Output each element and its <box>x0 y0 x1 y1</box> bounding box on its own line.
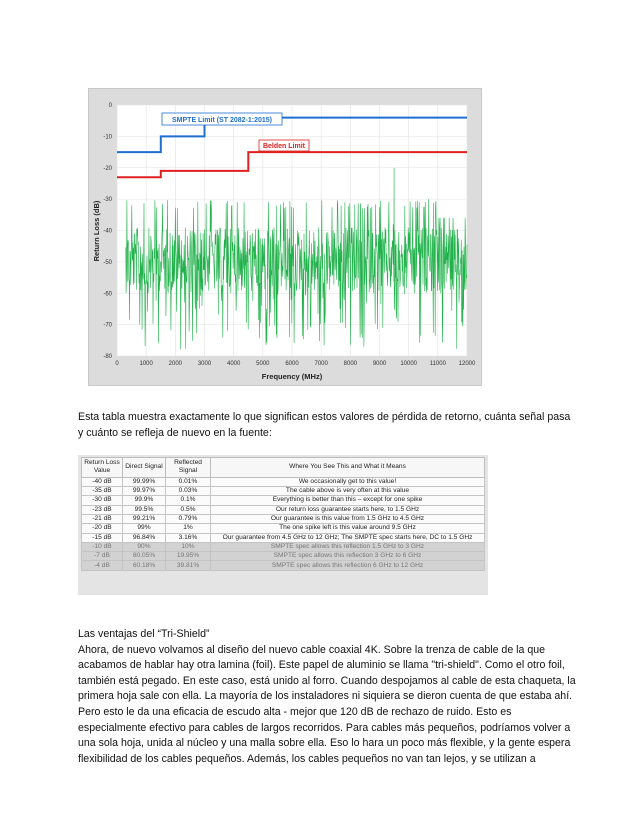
y-tick-label: -60 <box>103 291 112 298</box>
cell-meaning: SMPTE spec allows this reflection 1.5 GHz to 3 GHz <box>211 542 485 551</box>
cell-meaning: SMPTE spec allows this reflection 6 GHz to 12 GHz <box>211 561 485 570</box>
cell-return-loss: -35 dB <box>82 487 123 496</box>
table-row <box>82 552 485 561</box>
x-tick-label: 1000 <box>139 361 153 367</box>
body-line: flexibilidad de los cables pequeños. Además, los cables pequeños no van tan lejos, y se utilizan a <box>78 752 536 765</box>
cell-reflected: 0.79% <box>166 515 211 524</box>
body-line: primera hoja sale con ella. La mayoría de los instaladores ni siquiera se dieron cuenta de que estaba ahí. <box>78 690 573 703</box>
y-tick-label: -80 <box>103 354 112 360</box>
cell-meaning: Our guarantee is this value from 1.5 GHz to 4.5 GHz <box>211 515 485 524</box>
x-tick-label: 12000 <box>458 361 476 367</box>
cell-reflected: 10% <box>166 542 211 551</box>
y-tick-label: -40 <box>103 228 112 235</box>
table-row <box>82 524 485 533</box>
x-tick-label: 10000 <box>400 361 418 367</box>
y-tick-label: -30 <box>103 197 112 204</box>
x-tick-label: 5000 <box>256 361 270 367</box>
cell-return-loss: -7 dB <box>82 552 123 561</box>
return-loss-table-image <box>78 455 488 595</box>
cell-direct: 99.99% <box>123 477 166 486</box>
cell-reflected: 0.03% <box>166 487 211 496</box>
body-line: especialmente efectivo para cables de largos recorridos. Para cables más pequeños, podríamos volver a <box>78 721 571 734</box>
intro-paragraph <box>78 410 570 441</box>
cell-reflected: 1% <box>166 524 211 533</box>
y-tick-label: -10 <box>103 134 112 141</box>
body-line: también está pegado. En este caso, está unido al forro. Cuando despojamos al cable de esta chaqueta, la <box>78 674 576 687</box>
table-row <box>82 533 485 542</box>
cell-return-loss: -10 dB <box>82 542 123 551</box>
cell-reflected: 39.81% <box>166 561 211 570</box>
x-tick-label: 0 <box>115 361 119 367</box>
y-tick-label: -70 <box>103 322 112 329</box>
return-loss-chart <box>89 89 481 385</box>
cell-return-loss: -15 dB <box>82 533 123 542</box>
x-tick-label: 9000 <box>372 361 387 367</box>
cell-meaning: Everything is better than this – except for one spike <box>211 496 485 505</box>
cell-direct: 80.05% <box>123 552 166 561</box>
y-tick-label: -50 <box>103 259 112 266</box>
return-loss-table <box>81 457 485 571</box>
cell-direct: 99.9% <box>123 496 166 505</box>
cell-reflected: 3.16% <box>166 533 211 542</box>
y-tick-label: -20 <box>103 165 112 172</box>
body-line: una sola hoja, unida al núcleo y una malla sobre ella. Eso lo hara un poco más flexible, y la gente espera <box>78 737 571 750</box>
header-return-loss: Return Loss Value <box>82 458 123 478</box>
body-line: Ahora, de nuevo volvamos al diseño del nuevo cable coaxial 4K. Sobre la trenza de cable de la que <box>78 643 546 656</box>
x-tick-label: 4000 <box>226 361 241 367</box>
cell-meaning: SMPTE spec allows this reflection 3 GHz to 6 GHz <box>211 552 485 561</box>
table-row <box>82 505 485 514</box>
x-tick-label: 2000 <box>168 361 183 367</box>
table-header-row <box>82 458 485 478</box>
cell-meaning: The cable above is very often at this value <box>211 487 485 496</box>
belden-label: Belden Limit <box>262 143 306 150</box>
cell-direct: 96.84% <box>123 533 166 542</box>
cell-reflected: 0.5% <box>166 505 211 514</box>
x-tick-label: 8000 <box>343 361 358 367</box>
x-tick-label: 6000 <box>285 361 299 367</box>
table-row <box>82 496 485 505</box>
x-axis-label: Frequency (MHz) <box>261 372 323 381</box>
y-axis-label: Return Loss (dB) <box>92 200 101 262</box>
x-tick-label: 11000 <box>429 361 446 367</box>
cell-direct: 60.18% <box>123 561 166 570</box>
cell-return-loss: -4 dB <box>82 561 123 570</box>
intro-line-1: Esta tabla muestra exactamente lo que significan estos valores de pérdida de retorno, cuánta señal pasa <box>78 411 571 423</box>
table-row <box>82 515 485 524</box>
section-heading: Las ventajas del “Tri-Shield” <box>78 628 210 640</box>
cell-direct: 99.21% <box>123 515 166 524</box>
cell-return-loss: -30 dB <box>82 496 123 505</box>
cell-meaning: The one spike left is this value around 9.5 GHz <box>211 524 485 533</box>
smpte-label: SMPTE Limit (ST 2082-1:2015) <box>172 117 272 124</box>
y-tick-label: 0 <box>108 103 112 109</box>
header-reflected-signal: Reflected Signal <box>166 458 211 478</box>
tri-shield-section <box>78 627 576 767</box>
return-loss-figure <box>88 88 482 386</box>
cell-direct: 90% <box>123 542 166 551</box>
cell-return-loss: -23 dB <box>82 505 123 514</box>
cell-return-loss: -40 dB <box>82 477 123 486</box>
table-row <box>82 477 485 486</box>
cell-reflected: 0.1% <box>166 496 211 505</box>
table-row <box>82 542 485 551</box>
cell-return-loss: -21 dB <box>82 515 123 524</box>
header-direct-signal: Direct Signal <box>123 458 166 478</box>
x-tick-label: 7000 <box>314 361 328 367</box>
body-line: acabamos de hablar hay otra lamina (foil). Este papel de aluminio se llama "tri-shield". Como el otro foil, <box>78 659 565 672</box>
cell-direct: 99% <box>123 524 166 533</box>
cell-reflected: 19.95% <box>166 552 211 561</box>
table-row <box>82 487 485 496</box>
cell-return-loss: -20 dB <box>82 524 123 533</box>
x-tick-label: 3000 <box>197 361 212 367</box>
cell-meaning: Our return loss guarantee starts here, to 1.5 GHz <box>211 505 485 514</box>
table-row <box>82 561 485 570</box>
cell-direct: 99.5% <box>123 505 166 514</box>
cell-reflected: 0.01% <box>166 477 211 486</box>
intro-line-2: y cuánto se refleja de nuevo en la fuente: <box>78 426 272 439</box>
header-meaning: Where You See This and What it Means <box>211 458 485 478</box>
body-line: Pero esto le da una eficacia de escudo alta - mejor que 120 dB de rechazo de ruido. Esto es <box>78 705 512 718</box>
cell-direct: 99.97% <box>123 487 166 496</box>
cell-meaning: We occasionally get to this value! <box>211 477 485 486</box>
cell-meaning: Our guarantee from 4.5 GHz to 12 GHz; The SMPTE spec starts here, DC to 1.5 GHz <box>211 533 485 542</box>
